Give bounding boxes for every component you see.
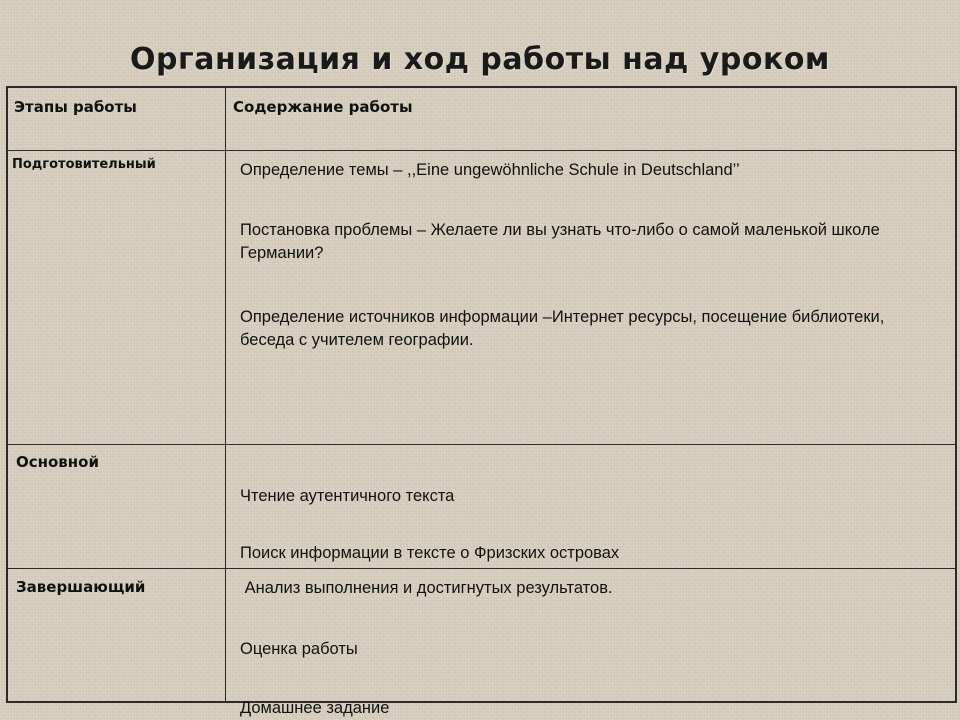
content-cell: [226, 151, 955, 444]
content-item: Чтение аутентичного текста: [240, 487, 455, 505]
header-cell-content: [226, 88, 955, 150]
content-item: Оценка работы: [240, 640, 358, 658]
content-item: Определение темы – ,,Eine ungewöhnliche Schule in Deutschland’’: [240, 161, 740, 179]
table-row-preparatory: [8, 151, 955, 445]
content-item: Поиск информации в тексте о Фризских островах: [240, 544, 620, 562]
stage-label-final: Завершающий: [16, 578, 146, 596]
header-content-label: Содержание работы: [233, 98, 413, 116]
content-item: Постановка проблемы – Желаете ли вы узнать что-либо о самой маленькой школе Германии?: [240, 221, 880, 262]
stage-cell: [8, 569, 226, 701]
table-row-final: [8, 569, 955, 717]
content-item: Анализ выполнения и достигнутых результатов.: [240, 579, 613, 597]
content-item: Определение источников информации –Интернет ресурсы, посещение библиотеки, беседа с учителем географии.: [240, 308, 885, 349]
content-item: Домашнее задание: [240, 699, 390, 717]
table-row-main: [8, 445, 955, 569]
stage-label-main: Основной: [16, 453, 99, 471]
stage-cell: [8, 445, 226, 568]
slide-title: Организация и ход работы над уроком: [130, 42, 830, 77]
content-cell: [226, 445, 955, 568]
header-cell-stages: [8, 88, 226, 150]
lesson-table: [6, 86, 957, 717]
header-stages-label: Этапы работы: [14, 98, 137, 116]
table-header-row: [8, 88, 955, 151]
content-cell: [226, 569, 955, 717]
stage-label-preparatory: Подготовительный: [12, 157, 156, 172]
stage-cell: [8, 151, 226, 444]
